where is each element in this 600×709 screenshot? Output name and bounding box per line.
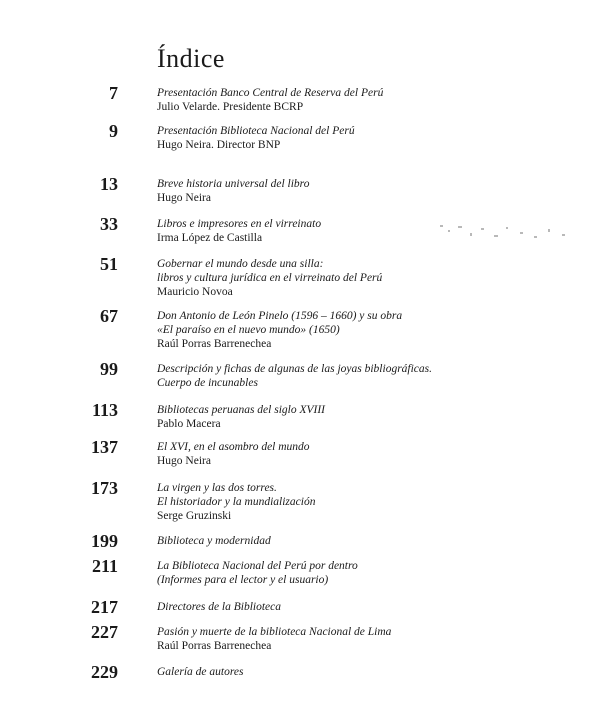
page-number: 173 [91, 478, 118, 498]
page-number: 227 [91, 622, 118, 642]
page-number: 211 [91, 556, 118, 576]
entry-author: Hugo Neira [157, 455, 211, 467]
entry-title-line: Galería de autores [157, 666, 244, 678]
entry-title-line: La virgen y las dos torres. [157, 482, 277, 494]
entry-author: Pablo Macera [157, 418, 221, 430]
entry-author: Hugo Neira [157, 192, 211, 204]
entry-title-line: El historiador y la mundialización [157, 496, 316, 508]
page-title: Índice [157, 44, 225, 73]
entry-title-line: Presentación Banco Central de Reserva del Perú [157, 87, 384, 99]
page-number: 137 [91, 437, 118, 457]
entry-title-line: Presentación Biblioteca Nacional del Perú [157, 125, 355, 137]
entry-title-line: Biblioteca y modernidad [157, 535, 271, 547]
entry-author: Serge Gruzinski [157, 510, 232, 522]
page-number: 199 [91, 531, 118, 551]
entry-title-line: Breve historia universal del libro [157, 178, 310, 190]
entry-author: Mauricio Novoa [157, 286, 233, 298]
page-number: 67 [100, 306, 118, 326]
entry-author: Irma López de Castilla [157, 232, 263, 244]
page-number: 9 [109, 121, 118, 141]
page-number: 51 [100, 254, 118, 274]
entry-title-line: Gobernar el mundo desde una silla: [157, 258, 324, 270]
entry-title-line: (Informes para el lector y el usuario) [157, 574, 329, 586]
entry-title-line: Pasión y muerte de la biblioteca Nacional de Lima [157, 626, 392, 638]
scan-noise [436, 222, 576, 244]
entry-title-line: libros y cultura jurídica en el virreinato del Perú [157, 272, 383, 284]
page-number: 7 [109, 83, 118, 103]
page-number: 33 [100, 214, 118, 234]
entry-author: Hugo Neira. Director BNP [157, 139, 281, 151]
entry-title-line: Descripción y fichas de algunas de las joyas bibliográficas. [157, 363, 433, 375]
entry-title-line: Don Antonio de León Pinelo (1596 – 1660) y su obra [157, 310, 403, 322]
entry-author: Julio Velarde. Presidente BCRP [157, 101, 304, 113]
entry-title-line: Cuerpo de incunables [157, 377, 258, 389]
entry-title-line: La Biblioteca Nacional del Perú por dentro [157, 560, 358, 572]
entry-title-line: Directores de la Biblioteca [157, 601, 282, 613]
entry-title-line: Bibliotecas peruanas del siglo XVIII [157, 404, 325, 416]
entry-title-line: Libros e impresores en el virreinato [157, 218, 322, 230]
entry-title-line: «El paraíso en el nuevo mundo» (1650) [157, 324, 340, 336]
page-number: 13 [100, 174, 118, 194]
page-number: 229 [91, 662, 118, 682]
page-number: 113 [91, 400, 118, 420]
page-number: 99 [100, 359, 118, 379]
page-number: 217 [91, 597, 118, 617]
entry-title-line: El XVI, en el asombro del mundo [157, 441, 310, 453]
entry-author: Raúl Porras Barrenechea [157, 640, 272, 652]
entry-author: Raúl Porras Barrenechea [157, 338, 272, 350]
